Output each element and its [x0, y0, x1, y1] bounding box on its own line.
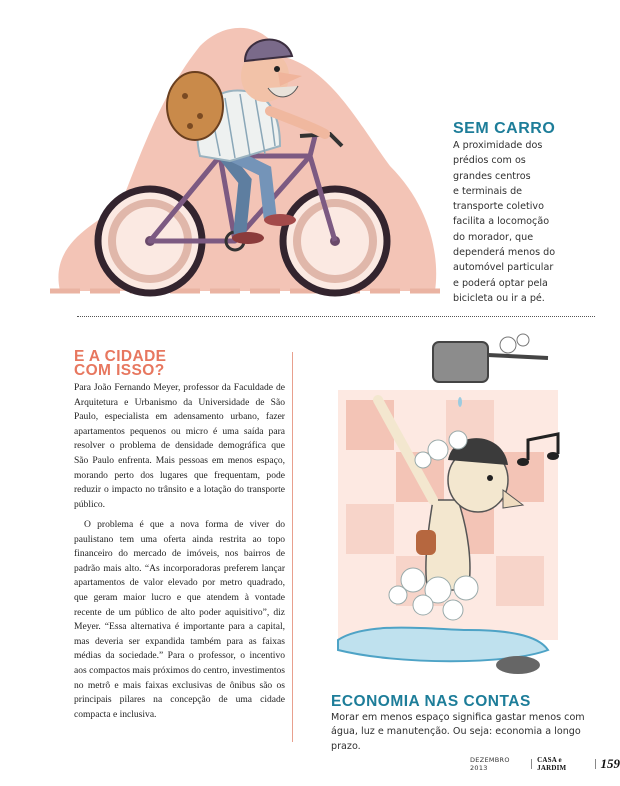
article-paragraph-2: O problema é que a nova forma de viver do paulistano tem uma oferta ainda restrita ao topo financeiro do mercado de imóveis, nos bairros de padrão mais alto. “As incorporadoras preferem lançar apartamentos de valor elevado por metro quadrado, que geram maior lucro e que atendem à vontade recente de um público de alto poder aquisitivo”, diz Meyer. “Essa alternativa é importante para a capital, mas deveria ser expandida também para as faixas médias da sociedade.” Para o professor, o incentivo aos compactos mais próximos do centro, investimentos no metrô e mais faixas exclusivas de ônibus são os principais pilares na concepção de uma cidade compacta e inclusiva. [74, 519, 285, 720]
sem-carro-text: A proximidade dos prédios com os grandes centros e terminais de transporte coletivo facilita a locomoção do morador, que dependerá menos do automóvel particular e poderá optar pela bicicleta ou ir a pé. [453, 140, 556, 304]
article-paragraph-1: Para João Fernando Meyer, professor da Faculdade de Arquitetura e Urbanismo da Universidade de São Paulo, especialista em adensamento urbano, fazer apartamentos pequenos ou micro é uma saída para resolver o problema de densidade demográfica que São Paulo enfrenta. Mais pessoas em menos espaço, morando perto dos lugares que frequentam, pode reduzir o impacto no trânsito e a lotação do transporte público. [74, 382, 285, 510]
footer-brand: CASA e JARDIM [537, 756, 567, 772]
cidade-heading: E A CIDADE COM ISSO? [74, 348, 167, 379]
column-rule [292, 352, 293, 742]
sem-carro-heading: SEM CARRO [453, 120, 556, 137]
economia-heading: ECONOMIA NAS CONTAS [331, 693, 531, 710]
economia-text: Morar em menos espaço significa gastar menos com água, luz e manutenção. Ou seja: economia a longo prazo. [331, 712, 585, 752]
dotted-divider [77, 316, 595, 317]
footer-separator [595, 759, 596, 769]
shower-illustration [318, 330, 578, 690]
footer-date: DEZEMBRO 2013 [470, 756, 510, 772]
page-footer [470, 754, 620, 774]
page-number: 159 [600, 756, 620, 771]
cyclist-illustration [30, 6, 450, 306]
footer-separator [531, 759, 532, 769]
